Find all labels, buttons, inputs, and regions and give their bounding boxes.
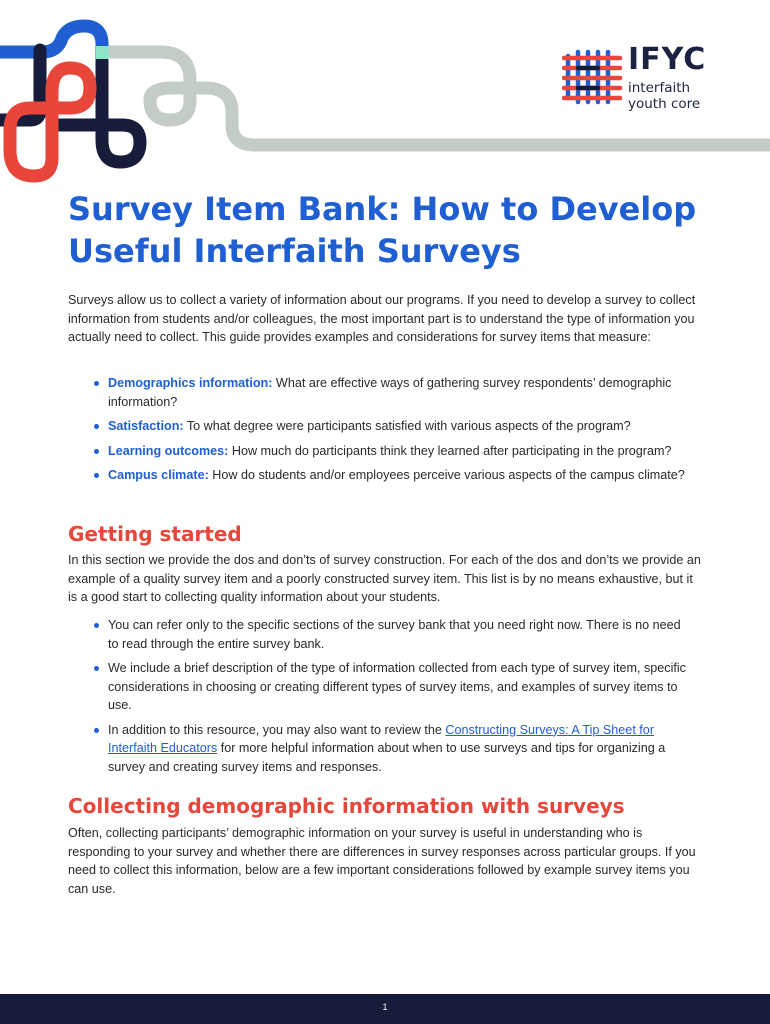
list-item: Learning outcomes: How much do participants think they learned after participating in the program? <box>94 442 694 461</box>
list-item: You can refer only to the specific sections of the survey bank that you need right now. There is no need to read through the entire survey bank. <box>94 616 694 653</box>
list-item: We include a brief description of the type of information collected from each type of survey item, specific considerations in choosing or creating different types of survey items, and examples of survey items to use. <box>94 659 694 715</box>
blue-decorative-line <box>0 26 102 62</box>
intro-paragraph: Surveys allow us to collect a variety of information about our programs. If you need to develop a survey to collect information from students and/or colleagues, the most important part is to understand the type of information you actually need to collect. This guide provides examples and considerations for survey items that measure: <box>68 293 696 344</box>
section-heading-getting-started: Getting started <box>68 522 242 546</box>
list-item: Satisfaction: To what degree were participants satisfied with various aspects of the program? <box>94 417 694 436</box>
logo-subtitle-line2: youth core <box>628 96 701 112</box>
tip-sheet-link[interactable]: Constructing Surveys: A Tip Sheet for Interfaith Educators <box>108 722 655 755</box>
page-title <box>68 188 708 272</box>
knot-logo-icon <box>562 46 624 108</box>
page-number: 1 <box>382 1002 388 1012</box>
measures-list <box>94 374 694 491</box>
mint-accent <box>96 46 109 59</box>
list-item: In addition to this resource, you may also want to review the Constructing Surveys: A Tip Sheet for Interfaith Educators for more helpful information about when to use surveys and tips for organizing a survey and creating survey items and responses. <box>94 721 694 777</box>
list-item: Demographics information: What are effective ways of gathering survey respondents’ demographic information? <box>94 374 694 411</box>
getting-started-list <box>94 616 694 782</box>
list-item: Campus climate: How do students and/or employees perceive various aspects of the campus climate? <box>94 466 694 485</box>
footer-bar <box>0 994 770 1024</box>
title-bold: Survey Item Bank: <box>68 190 401 228</box>
getting-started-paragraph: In this section we provide the dos and don’ts of survey construction. For each of the dos and don’ts we provide an example of a quality survey item and a poorly constructed survey item. This list is by no means exhaustive, but it is a good start to collecting quality information about your students. <box>68 553 701 604</box>
logo-subtitle-line1: interfaith <box>628 80 691 96</box>
section-heading-demographic: Collecting demographic information with surveys <box>68 794 625 818</box>
title-rest: How to Develop Useful Interfaith Surveys <box>68 190 697 270</box>
logo-wordmark: IFYC <box>628 42 707 77</box>
demographic-paragraph: Often, collecting participants’ demographic information on your survey is useful in understanding who is responding to your survey and whether there are differences in survey responses across particular groups. If you need to collect this information, below are a few important considerations followed by example survey items you can use. <box>68 826 696 896</box>
ifyc-logo[interactable] <box>562 44 712 114</box>
